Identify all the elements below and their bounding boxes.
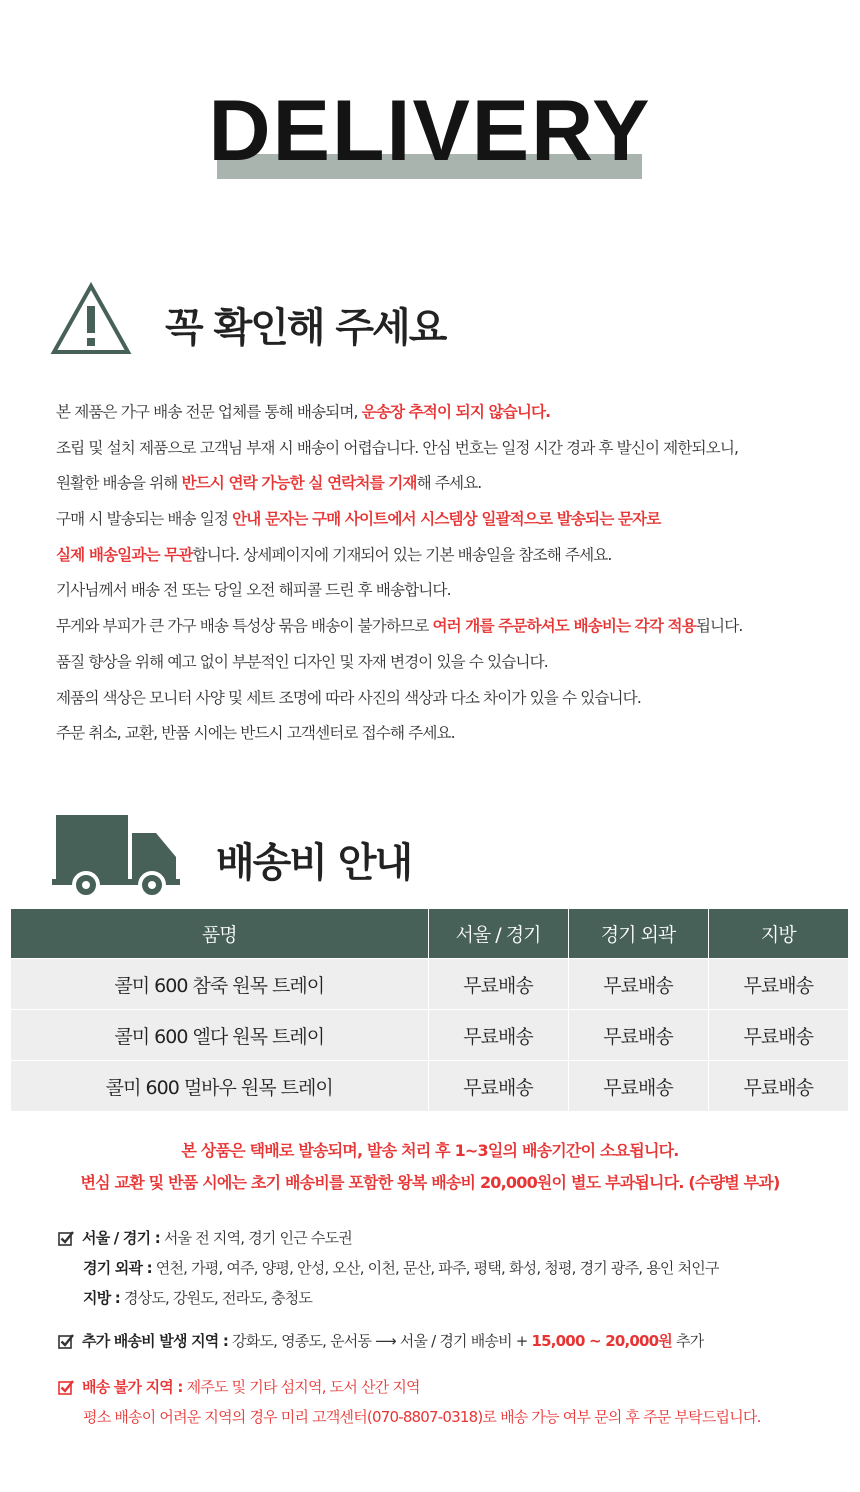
table-row — [11, 1061, 848, 1112]
fee-cell: 무료배송 — [708, 1061, 848, 1112]
notice-line: 품질 향상을 위해 예고 없이 부분적인 디자인 및 자재 변경이 있을 수 있습니다. — [56, 652, 548, 671]
shipping-fee-table — [11, 909, 848, 1111]
fee-cell: 무료배송 — [568, 1061, 708, 1112]
fee-note: 본 상품은 택배로 발송되며, 발송 처리 후 1~3일의 배송기간이 소요됩니다. — [181, 1141, 679, 1160]
region-line: 평소 배송이 어려운 지역의 경우 미리 고객센터(070-8807-0318)로 배송 가능 여부 문의 후 주문 부탁드립니다. — [83, 1408, 761, 1426]
notice-line: 구매 시 발송되는 배송 일정 안내 문자는 구매 사이트에서 시스템상 일괄적으로 발송되는 문자로 — [56, 510, 661, 529]
region-standard — [58, 1225, 848, 1315]
notice-line: 제품의 색상은 모니터 사양 및 세트 조명에 따라 사진의 색상과 다소 차이가 있을 수 있습니다. — [56, 688, 641, 707]
notice-list — [56, 399, 846, 756]
table-header-row — [11, 909, 848, 959]
table-row — [11, 959, 848, 1010]
fee-notes — [0, 1137, 860, 1201]
product-name-cell: 콜미 600 참죽 원목 트레이 — [11, 959, 428, 1010]
checkbox-checked-icon — [58, 1230, 74, 1246]
region-line: 경기 외곽 : 연천, 가평, 여주, 양평, 안성, 오산, 이천, 문산, 파주, 평택, 화성, 청평, 경기 광주, 용인 처인구 — [83, 1259, 719, 1277]
column-header: 품명 — [11, 909, 428, 959]
warning-icon — [50, 282, 132, 356]
fee-cell: 무료배송 — [708, 959, 848, 1010]
column-header: 경기 외곽 — [568, 909, 708, 959]
fee-cell: 무료배송 — [428, 1010, 568, 1061]
delivery-header — [0, 84, 860, 184]
region-unavailable — [58, 1374, 848, 1434]
region-line: 지방 : 경상도, 강원도, 전라도, 충청도 — [83, 1289, 313, 1307]
column-header: 지방 — [708, 909, 848, 959]
region-line: 서울 / 경기 : 서울 전 지역, 경기 인근 수도권 — [58, 1225, 848, 1255]
table-row — [11, 1010, 848, 1061]
fee-cell: 무료배송 — [568, 1010, 708, 1061]
notice-line: 주문 취소, 교환, 반품 시에는 반드시 고객센터로 접수해 주세요. — [56, 724, 455, 743]
fee-heading: 배송비 안내 — [216, 840, 412, 886]
region-line: 배송 불가 지역 : 제주도 및 기타 섬지역, 도서 산간 지역 — [58, 1374, 848, 1404]
notice-line: 본 제품은 가구 배송 전문 업체를 통해 배송되며, 운송장 추적이 되지 않습니다. — [56, 403, 551, 421]
fee-cell: 무료배송 — [708, 1010, 848, 1061]
notice-line: 조립 및 설치 제품으로 고객님 부재 시 배송이 어렵습니다. 안심 번호는 일정 시간 경과 후 발신이 제한되오니, — [56, 438, 739, 457]
page-title: DELIVERY — [208, 83, 652, 179]
notice-line: 무게와 부피가 큰 가구 배송 특성상 묶음 배송이 불가하므로 여러 개를 주문하셔도 배송비는 각각 적용됩니다. — [56, 617, 743, 636]
region-line: 추가 배송비 발생 지역 : 강화도, 영종도, 운서동 ⟶ 서울 / 경기 배송비 + 15,000 ~ 20,000원 추가 — [58, 1328, 848, 1358]
fee-cell: 무료배송 — [568, 959, 708, 1010]
column-header: 서울 / 경기 — [428, 909, 568, 959]
notice-line: 원활한 배송을 위해 반드시 연락 가능한 실 연락처를 기재해 주세요. — [56, 474, 482, 493]
fee-cell: 무료배송 — [428, 1061, 568, 1112]
product-name-cell: 콜미 600 엘다 원목 트레이 — [11, 1010, 428, 1061]
truck-icon — [52, 811, 180, 901]
notice-heading: 꼭 확인해 주세요 — [165, 305, 446, 351]
checkbox-checked-icon — [58, 1379, 74, 1395]
product-name-cell: 콜미 600 멀바우 원목 트레이 — [11, 1061, 428, 1112]
fee-cell: 무료배송 — [428, 959, 568, 1010]
notice-line: 실제 배송일과는 무관합니다. 상세페이지에 기재되어 있는 기본 배송일을 참조해 주세요. — [56, 545, 612, 564]
notice-line: 기사님께서 배송 전 또는 당일 오전 해피콜 드린 후 배송합니다. — [56, 581, 451, 600]
region-extra-fee — [58, 1328, 848, 1358]
checkbox-checked-icon — [58, 1333, 74, 1349]
fee-note: 변심 교환 및 반품 시에는 초기 배송비를 포함한 왕복 배송비 20,000원이 별도 부과됩니다. (수량별 부과) — [80, 1173, 780, 1192]
